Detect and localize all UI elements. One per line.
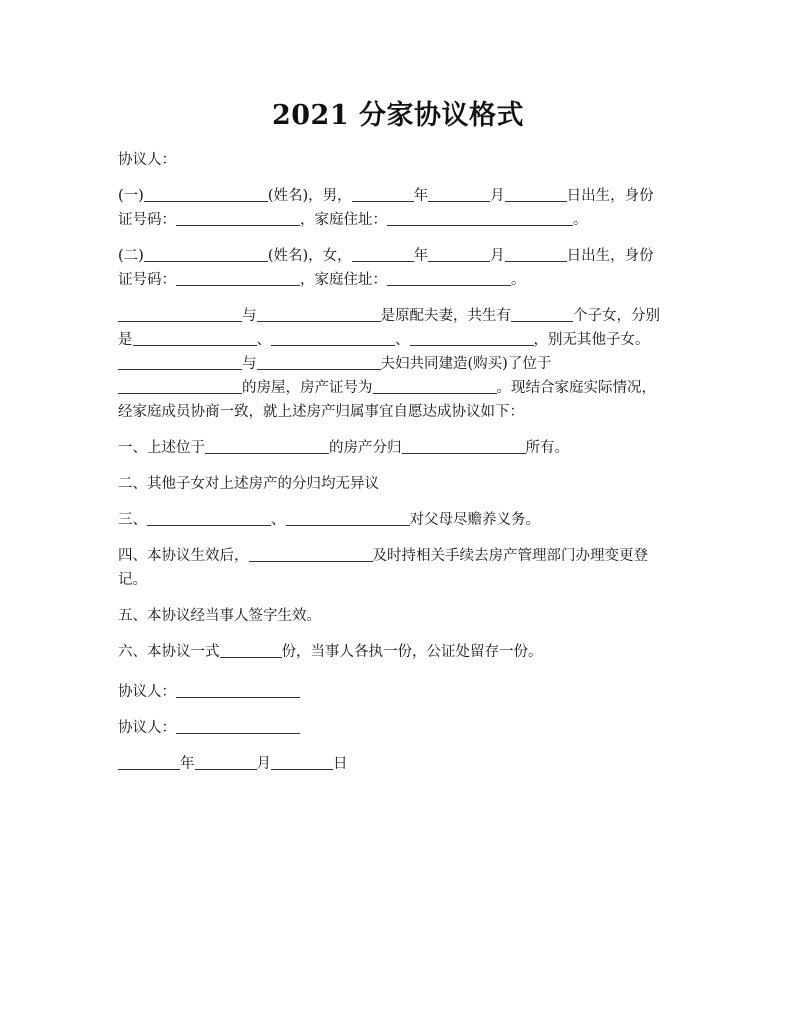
parties-label-text: 协议人： <box>118 152 176 168</box>
party2-line2 <box>118 268 682 292</box>
intro-situation: 。现结合家庭实际情况， <box>496 380 656 396</box>
party1-id-blank[interactable] <box>176 209 300 226</box>
clause1-owner-blank[interactable] <box>402 437 526 454</box>
party1-month-label: 月 <box>490 188 505 204</box>
child1-blank[interactable] <box>133 329 257 346</box>
clause3-b: 对父母尽赡养义务。 <box>409 512 540 528</box>
signature-date <box>118 752 682 776</box>
date-year-blank[interactable] <box>118 753 180 770</box>
intro-house: 的房屋，房产证号为 <box>242 380 373 396</box>
party2-address-blank[interactable] <box>387 269 511 286</box>
date-month-blank[interactable] <box>195 753 257 770</box>
party2-year-blank[interactable] <box>352 245 414 262</box>
parties-label <box>118 148 682 172</box>
intro-line3 <box>118 352 682 376</box>
party1-id-label: 证号码： <box>118 212 176 228</box>
intro-line4 <box>118 376 682 400</box>
party1-address-blank[interactable] <box>387 209 573 226</box>
intro-sep1: 、 <box>256 332 271 348</box>
clause3-a: 三、 <box>118 512 147 528</box>
party1-month-blank[interactable] <box>428 185 490 202</box>
party1-day-blank[interactable] <box>505 185 567 202</box>
intro-line5 <box>118 400 682 424</box>
intro-sep2: 、 <box>395 332 410 348</box>
signer1-blank[interactable] <box>176 681 300 698</box>
date-month-label: 月 <box>256 756 271 772</box>
document-title: 2021 分家协议格式 <box>271 100 525 131</box>
builder2-blank[interactable] <box>257 353 381 370</box>
clause-4-line1 <box>118 544 682 568</box>
intro-no-other: ，别无其他子女。 <box>533 332 650 348</box>
date-day-blank[interactable] <box>271 753 333 770</box>
party1-address-label: ，家庭住址： <box>300 212 387 228</box>
clause4-a: 四、本协议生效后， <box>118 548 249 564</box>
signer1-label: 协议人： <box>118 684 176 700</box>
party2-born-label: 日出生，身份 <box>566 248 654 264</box>
clause3-person1-blank[interactable] <box>147 509 271 526</box>
intro-children: 个子女，分别 <box>573 308 660 324</box>
clause6-copies-blank[interactable] <box>220 641 282 658</box>
clause3-sep: 、 <box>271 512 286 528</box>
clause4-b: 及时持相关手续去房产管理部门办理变更登 <box>372 548 648 564</box>
party2-prefix: (二) <box>118 248 144 264</box>
spouse2-blank[interactable] <box>257 305 381 322</box>
party2-id-label: 证号码： <box>118 272 176 288</box>
party1-year-blank[interactable] <box>352 185 414 202</box>
certificate-number-blank[interactable] <box>373 377 497 394</box>
party2-year-label: 年 <box>413 248 429 264</box>
clause1-a: 一、上述位于 <box>118 440 205 456</box>
clause-5 <box>118 604 682 628</box>
house-location-blank[interactable] <box>118 377 242 394</box>
party2-line1 <box>118 244 682 268</box>
builder1-blank[interactable] <box>118 353 242 370</box>
party2-id-blank[interactable] <box>176 269 300 286</box>
clause1-b: 的房产分归 <box>329 440 402 456</box>
spouse1-blank[interactable] <box>118 305 242 322</box>
party2-name-suffix: (姓名)，女， <box>267 248 352 264</box>
clause1-location-blank[interactable] <box>205 437 329 454</box>
party1-year-label: 年 <box>413 188 429 204</box>
date-day-label: 日 <box>333 756 348 772</box>
party2-address-label: ，家庭住址： <box>300 272 387 288</box>
party2-day-blank[interactable] <box>505 245 567 262</box>
clause5-text: 五、本协议经当事人签字生效。 <box>118 608 321 624</box>
clause1-c: 所有。 <box>525 440 569 456</box>
party1-prefix: (一) <box>118 188 144 204</box>
intro-line1 <box>118 304 682 328</box>
intro-built: 夫妇共同建造(购买)了位于 <box>380 356 552 372</box>
intro-consensus: 经家庭成员协商一致，就上述房产归属事宜自愿达成协议如下： <box>118 404 524 420</box>
clause-3 <box>118 508 682 532</box>
party1-end: 。 <box>573 212 588 228</box>
intro-line2 <box>118 328 682 352</box>
intro-and2: 与 <box>242 356 257 372</box>
intro-are: 是 <box>118 332 133 348</box>
clause-4-line2 <box>118 568 682 592</box>
clause3-person2-blank[interactable] <box>286 509 410 526</box>
signature-1 <box>118 680 682 704</box>
party1-name-blank[interactable] <box>144 185 268 202</box>
clause4-c: 记。 <box>118 572 147 588</box>
clause6-a: 六、本协议一式 <box>118 644 220 660</box>
party2-month-blank[interactable] <box>428 245 490 262</box>
signature-2 <box>118 716 682 740</box>
clause4-person-blank[interactable] <box>249 545 373 562</box>
party2-month-label: 月 <box>490 248 505 264</box>
intro-couple: 是原配夫妻，共生有 <box>380 308 511 324</box>
clause-6 <box>118 640 682 664</box>
party1-line2 <box>118 208 682 232</box>
clause-1 <box>118 436 682 460</box>
party1-line1 <box>118 184 682 208</box>
party1-name-suffix: (姓名)，男， <box>267 188 352 204</box>
signer2-blank[interactable] <box>176 717 300 734</box>
party2-name-blank[interactable] <box>144 245 268 262</box>
clause2-text: 二、其他子女对上述房产的分归均无异议 <box>118 476 379 492</box>
child3-blank[interactable] <box>410 329 534 346</box>
clause-2 <box>118 472 682 496</box>
party1-born-label: 日出生，身份 <box>566 188 654 204</box>
signer2-label: 协议人： <box>118 720 176 736</box>
party2-end: 。 <box>511 272 526 288</box>
child2-blank[interactable] <box>271 329 395 346</box>
date-year-label: 年 <box>180 756 195 772</box>
children-count-blank[interactable] <box>511 305 573 322</box>
intro-and: 与 <box>242 308 257 324</box>
clause6-b: 份，当事人各执一份，公证处留存一份。 <box>281 644 543 660</box>
